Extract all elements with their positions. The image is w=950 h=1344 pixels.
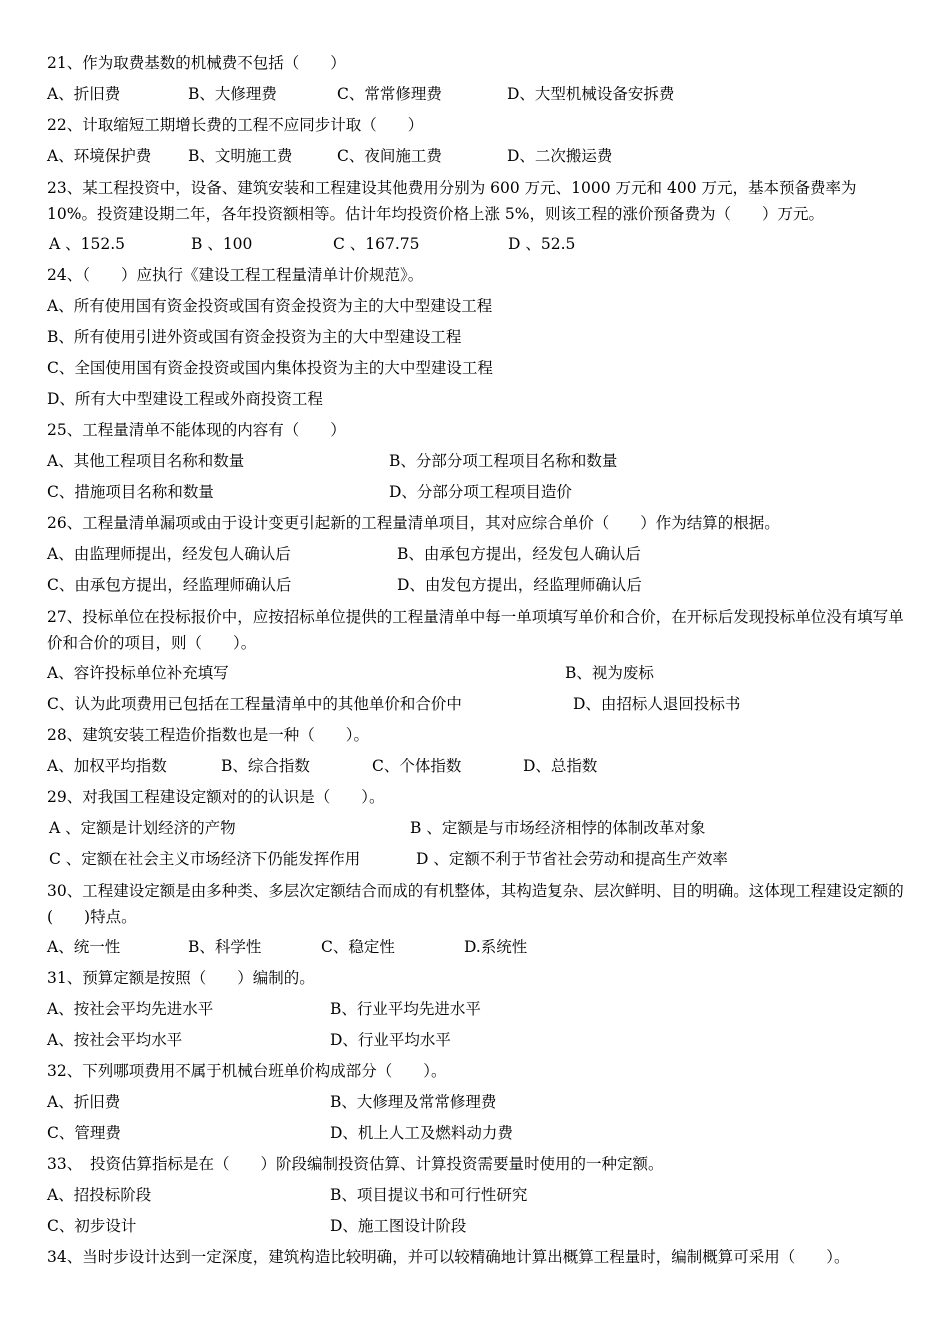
answer-option: B 、定额是与市场经济相悖的体制改革对象 bbox=[410, 819, 706, 837]
answer-option: D、二次搬运费 bbox=[507, 147, 613, 165]
answer-option: C 、定额在社会主义市场经济下仍能发挥作用 bbox=[49, 850, 361, 868]
answer-option: B、行业平均先进水平 bbox=[330, 1000, 481, 1018]
option-row bbox=[47, 844, 909, 875]
option-row bbox=[47, 1180, 909, 1211]
question-text: 29、对我国工程建设定额对的的认识是（ ）。 bbox=[47, 788, 385, 806]
answer-option: B、视为废标 bbox=[565, 664, 654, 682]
option-row bbox=[47, 446, 909, 477]
answer-option: C 、167.75 bbox=[333, 235, 420, 253]
option-row bbox=[47, 932, 909, 963]
question-text: 33、 投资估算指标是在（ ）阶段编制投资估算、计算投资需要量时使用的一种定额。 bbox=[47, 1155, 664, 1173]
answer-option: A、按社会平均先进水平 bbox=[47, 1000, 214, 1018]
option-row bbox=[47, 353, 909, 384]
answer-option: D、由发包方提出，经监理师确认后 bbox=[397, 576, 642, 594]
question-text: 34、当时步设计达到一定深度，建筑构造比较明确，并可以较精确地计算出概算工程量时，编制概算可采用（ ）。 bbox=[47, 1248, 850, 1266]
answer-option: D、由招标人退回投标书 bbox=[573, 695, 741, 713]
answer-option: C、夜间施工费 bbox=[337, 147, 442, 165]
answer-option: A、加权平均指数 bbox=[47, 757, 167, 775]
answer-option: D 、52.5 bbox=[508, 235, 576, 253]
answer-option: C、初步设计 bbox=[47, 1217, 137, 1235]
answer-option: A、统一性 bbox=[47, 938, 121, 956]
answer-option: B 、100 bbox=[191, 235, 253, 253]
question-text: 28、建筑安装工程造价指数也是一种（ ）。 bbox=[47, 726, 369, 744]
answer-option: B、科学性 bbox=[188, 938, 262, 956]
answer-option: B、大修理及常常修理费 bbox=[330, 1093, 497, 1111]
answer-option: C、由承包方提出，经监理师确认后 bbox=[47, 576, 292, 594]
answer-option: B、所有使用引进外资或国有资金投资为主的大中型建设工程 bbox=[47, 328, 462, 346]
answer-option: A、容许投标单位补充填写 bbox=[47, 664, 229, 682]
option-row bbox=[47, 477, 909, 508]
option-row bbox=[47, 141, 909, 172]
answer-option: A 、152.5 bbox=[49, 235, 125, 253]
question-text: 25、工程量清单不能体现的内容有（ ） bbox=[47, 421, 346, 439]
question-text: 23、某工程投资中，设备、建筑安装和工程建设其他费用分别为 600 万元、1000 万元和 400 万元，基本预备费率为 10%。投资建设期二年，各年投资额相等。估计年均投资价格上涨 5%，则该工程的涨价预备费为（ ）万元。 bbox=[47, 179, 857, 223]
option-row bbox=[47, 1025, 909, 1056]
answer-option: D、行业平均水平 bbox=[330, 1031, 451, 1049]
question-text: 21、作为取费基数的机械费不包括（ ） bbox=[47, 54, 346, 72]
answer-option: A、折旧费 bbox=[47, 1093, 121, 1111]
answer-option: B、由承包方提出，经发包人确认后 bbox=[397, 545, 641, 563]
answer-option: D、分部分项工程项目造价 bbox=[389, 483, 572, 501]
answer-option: B、分部分项工程项目名称和数量 bbox=[389, 452, 618, 470]
answer-option: A、所有使用国有资金投资或国有资金投资为主的大中型建设工程 bbox=[47, 297, 493, 315]
option-row bbox=[47, 689, 909, 720]
answer-option: B、项目提议书和可行性研究 bbox=[330, 1186, 528, 1204]
option-row bbox=[47, 570, 909, 601]
answer-option: D、大型机械设备安拆费 bbox=[507, 85, 675, 103]
answer-option: D、总指数 bbox=[523, 757, 598, 775]
option-row bbox=[47, 1087, 909, 1118]
option-row bbox=[47, 1118, 909, 1149]
answer-option: B、大修理费 bbox=[188, 85, 277, 103]
answer-option: A、招投标阶段 bbox=[47, 1186, 152, 1204]
exam-document bbox=[47, 48, 909, 1273]
answer-option: A、折旧费 bbox=[47, 85, 121, 103]
answer-option: A、其他工程项目名称和数量 bbox=[47, 452, 245, 470]
answer-option: A、按社会平均水平 bbox=[47, 1031, 183, 1049]
answer-option: C、个体指数 bbox=[372, 757, 462, 775]
answer-option: C、管理费 bbox=[47, 1124, 121, 1142]
answer-option: B、文明施工费 bbox=[188, 147, 293, 165]
answer-option: A、由监理师提出，经发包人确认后 bbox=[47, 545, 291, 563]
option-row bbox=[47, 994, 909, 1025]
question-text: 31、预算定额是按照（ ）编制的。 bbox=[47, 969, 315, 987]
option-row bbox=[47, 813, 909, 844]
answer-option: C、措施项目名称和数量 bbox=[47, 483, 214, 501]
answer-option: D.系统性 bbox=[464, 938, 528, 956]
question-text: 26、工程量清单漏项或由于设计变更引起新的工程量清单项目，其对应综合单价（ ）作为结算的根据。 bbox=[47, 514, 780, 532]
answer-option: C、常常修理费 bbox=[337, 85, 442, 103]
answer-option: C、认为此项费用已包括在工程量清单中的其他单价和合价中 bbox=[47, 695, 462, 713]
answer-option: B、综合指数 bbox=[221, 757, 310, 775]
answer-option: D 、定额不利于节省社会劳动和提高生产效率 bbox=[416, 850, 728, 868]
question-text: 27、投标单位在投标报价中，应按招标单位提供的工程量清单中每一单项填写单价和合价，在开标后发现投标单位没有填写单价和合价的项目，则（ ）。 bbox=[47, 608, 904, 652]
option-row bbox=[47, 79, 909, 110]
option-row bbox=[47, 658, 909, 689]
answer-option: D、所有大中型建设工程或外商投资工程 bbox=[47, 390, 323, 408]
answer-option: A 、定额是计划经济的产物 bbox=[49, 819, 236, 837]
question-text: 32、下列哪项费用不属于机械台班单价构成部分（ ）。 bbox=[47, 1062, 447, 1080]
answer-option: C、全国使用国有资金投资或国内集体投资为主的大中型建设工程 bbox=[47, 359, 493, 377]
option-row bbox=[47, 1211, 909, 1242]
answer-option: C、稳定性 bbox=[321, 938, 395, 956]
option-row bbox=[47, 291, 909, 322]
option-row bbox=[47, 322, 909, 353]
option-row bbox=[47, 384, 909, 415]
option-row bbox=[47, 539, 909, 570]
question-text: 24、（ ）应执行《建设工程工程量清单计价规范》。 bbox=[47, 266, 424, 284]
question-text: 22、计取缩短工期增长费的工程不应同步计取（ ） bbox=[47, 116, 424, 134]
option-row bbox=[47, 229, 909, 260]
answer-option: A、环境保护费 bbox=[47, 147, 152, 165]
answer-option: D、机上人工及燃料动力费 bbox=[330, 1124, 513, 1142]
question-text: 30、工程建设定额是由多种类、多层次定额结合而成的有机整体，其构造复杂、层次鲜明、目的明确。这体现工程建设定额的( )特点。 bbox=[47, 882, 904, 926]
option-row bbox=[47, 751, 909, 782]
answer-option: D、施工图设计阶段 bbox=[330, 1217, 467, 1235]
